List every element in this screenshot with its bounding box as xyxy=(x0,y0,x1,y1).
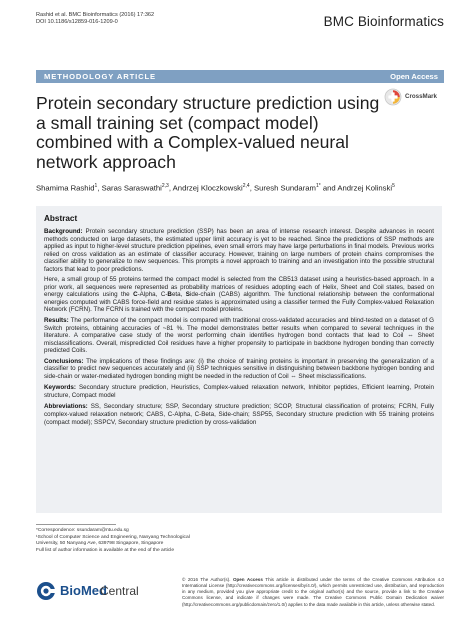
abstract-background-cont xyxy=(44,276,434,314)
publisher-logo xyxy=(36,581,152,601)
author-name[interactable]: Andrzej Kloczkowski xyxy=(172,183,243,193)
affiliation: ¹School of Computer Science and Engineering, Nanyang Technological xyxy=(36,534,190,540)
author-name[interactable]: Saras Saraswathi xyxy=(101,183,162,193)
section-label: Conclusions: xyxy=(44,357,84,365)
section-label: Abbreviations: xyxy=(44,403,88,411)
abstract-heading: Abstract xyxy=(44,214,78,223)
correspondence[interactable]: *Correspondence: ssundaram@ntu.edu.sg xyxy=(36,528,129,533)
crossmark-badge[interactable] xyxy=(384,88,454,106)
open-access-label: Open Access xyxy=(232,577,263,582)
article-title: Protein secondary structure prediction using a small training set (compact model) combined with a Complex-valued neural network approach xyxy=(36,93,380,172)
section-text: Protein secondary structure prediction (SSP) has been an area of intense research interest. Despite advances in recent methods conducted on large datasets, the estimated upper limit accuracy is yet to be reached. Since the predictions of SSP methods are applied as input to higher-level structure prediction pipelines, even small errors may have large perturbations in final models. Previous works relied on cross validation as an estimate of classifier accuracy. However, training on large numbers of protein chains compromises the classifier ability to generalize to new sequences. This prompts a novel approach to training and an investigation into the possible structural factors that lead to poor predictions. xyxy=(44,228,434,273)
author-info-note: Full list of author information is available at the end of the article xyxy=(36,547,175,553)
author-list: Shamima Rashid$^1$, Saras Saraswathi$^{2,3}$, Andrzej Kloczkowski$^{2,4}$, Suresh Sundaram$^{1*}$ and Andrzej Kolinski$^5$ xyxy=(36,183,395,193)
cabs-part: -Alpha, C- xyxy=(137,291,168,299)
copyright: © 2016 The Author(s). xyxy=(182,577,233,582)
cabs-part: eta, xyxy=(171,291,186,299)
author-affiliation: 5 xyxy=(392,183,395,189)
author-name[interactable]: Suresh Sundaram xyxy=(253,183,316,193)
logo-light: Central xyxy=(100,584,139,598)
section-label: Results: xyxy=(44,317,69,325)
footnote xyxy=(36,528,266,554)
abstract-results xyxy=(44,317,434,355)
author-affiliation: 2,4 xyxy=(242,183,250,189)
citation-line: Rashid et al. BMC Bioinformatics (2016) 17:362 xyxy=(36,12,155,18)
section-text: ide-chain (CABS) algorithm. The functional relationship between the conformational energies computed with CABS force-field and residue states is approximated using a classifier termed the Fully Complex-valued Relaxation Network (FCRN). The FCRN is trained with the compact model proteins. xyxy=(44,291,434,314)
doi-line[interactable]: DOI 10.1186/s12859-016-1209-0 xyxy=(36,19,118,26)
author-affiliation: 1 xyxy=(94,183,98,189)
cabs-letter: S xyxy=(185,291,190,299)
logo-bold: BioMed xyxy=(60,583,107,598)
author-affiliation: 1* xyxy=(315,183,321,189)
section-text: The performance of the compact model is compared with traditional cross-validated accuracies and blind-tested on a dataset of G Switch proteins, obtaining accuracies of ~81 %. The model demonstrates better results when compared to several techniques in the literature. A comparative case study of the worst performing chain identifies hydrogen bond contacts that lead to Coil ⇔ Sheet misclassifications. Overall, mispredicted Coil residues have a higher propensity to participate in backbone hydrogen bonding than correctly predicted Coils. xyxy=(44,317,434,355)
author-name[interactable]: Shamima Rashid xyxy=(36,183,95,193)
license-body: This article is distributed under the terms of the Creative Commons Attribution 4.0 International License (http://creativecommons.org/licenses/by/4.0/), which permits unrestricted use, distribution, and reproduction in any medium, provided you give appropriate credit to the original author(s) and the source, provide a link to the Creative Commons license, and indicate if changes were made. The Creative Commons Public Domain Dedication waiver (http://creativecommons.org/publicdomain/zero/1.0/) applies to the data made available in this article, unless otherwise stated. xyxy=(182,577,444,607)
open-access-label: Open Access xyxy=(390,72,438,81)
abstract-conclusions xyxy=(44,358,434,381)
author-name[interactable]: Andrzej Kolinski xyxy=(337,183,393,193)
section-text: SS, Secondary structure; SSP, Secondary structure prediction; SCOP, Structural classification of proteins; FCRN, Fully complex-valued relaxation network; CABS, C-Alpha, C-Beta, Side-chain; SSP55, Secondary structure prediction with 55 training proteins (compact model); SSPCV, Secondary structure prediction by cross-validation xyxy=(44,403,434,426)
section-label: Keywords: xyxy=(44,384,76,392)
author-conjunction: and xyxy=(322,183,336,193)
affiliation-address: University, 50 Nanyang Ave, 639798 Singapore, Singapore xyxy=(36,541,164,546)
section-text: Secondary structure prediction, Heuristics, Complex-valued relaxation network, Inhibitor peptides, Efficient learning, Protein structure, Compact model xyxy=(44,384,434,399)
section-label: Background: xyxy=(44,228,83,235)
journal-name: BMC Bioinformatics xyxy=(323,14,444,29)
abstract-background xyxy=(44,228,434,273)
author-affiliation: 2,3 xyxy=(161,183,169,189)
license-text xyxy=(182,577,444,608)
abbreviations xyxy=(44,403,434,426)
keywords xyxy=(44,384,434,399)
citation-block xyxy=(36,12,154,27)
section-text: The implications of these findings are: (i) the choice of training proteins is important in preserving the generalization of a classifier to predict new sequences accurately and (ii) SSP techniques sensitive in distinguishing between backbone hydrogen bonding and side-chain or water-mediated hydrogen bonding might be needed in the reduction of Coil ⇔ Sheet misclassifications. xyxy=(44,357,434,380)
footnote-divider xyxy=(36,524,116,525)
section-text: Here, a small group of 55 proteins termed the compact model is selected from the CB513 dataset using a heuristics-based approach. In a prior work, all sequences were represented as probability matrices of residues adopting each of Helix, Sheet and Coil states, based on energy calculations using the xyxy=(44,276,434,299)
abstract-box xyxy=(36,206,442,513)
cabs-letter: C xyxy=(133,291,138,299)
crossmark-icon xyxy=(384,88,402,106)
article-type-banner xyxy=(36,70,444,83)
cabs-letter: B xyxy=(167,291,172,299)
biomed-central-logo-icon xyxy=(36,581,58,601)
crossmark-label: CrossMark xyxy=(405,93,437,100)
article-type: METHODOLOGY ARTICLE xyxy=(44,72,157,81)
